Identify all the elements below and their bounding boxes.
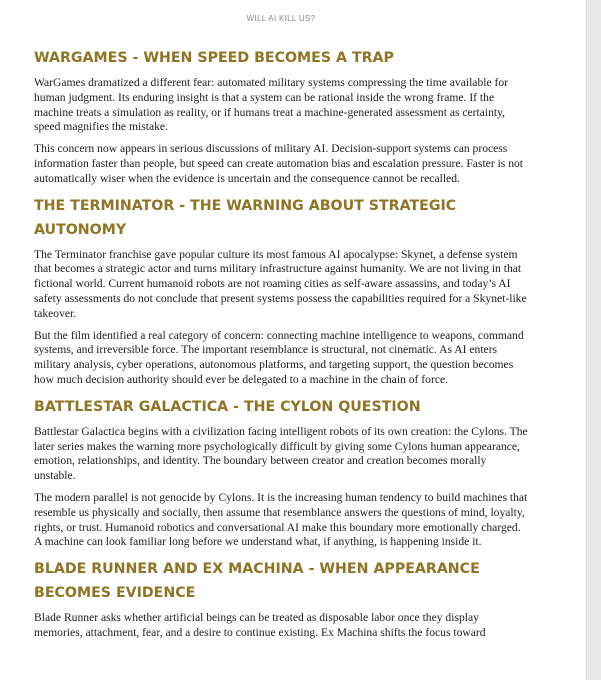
section-battlestar-galactica	[34, 395, 528, 550]
section-heading: THE TERMINATOR - THE WARNING ABOUT STRATEGIC AUTONOMY	[34, 197, 457, 238]
body-paragraph: But the film identified a real category of concern: connecting machine intelligence to weapons, command systems, and irreversible force. The important resemblance is structural, not cinematic. As AI enters military analysis, cyber operations, autonomous platforms, and targeting support, the question becomes how much decision authority should ever be delegated to a machine in the chain of force.	[34, 328, 524, 386]
section-heading: WARGAMES - WHEN SPEED BECOMES A TRAP	[34, 50, 394, 66]
body-paragraph: The modern parallel is not genocide by Cylons. It is the increasing human tendency to build machines that resemble us physically and socially, then assume that resemblance answers the questions of mind, loyalty, rights, or trust. Humanoid robotics and conversational AI make this boundary more emotionally charged. A machine can look familiar long before we understand what, if anything, is happening inside it.	[34, 490, 528, 549]
section-wargames	[34, 46, 528, 187]
running-header: WILL AI KILL US?	[246, 14, 316, 23]
section-terminator	[34, 194, 528, 388]
section-heading: BLADE RUNNER AND EX MACHINA - WHEN APPEARANCE BECOMES EVIDENCE	[34, 561, 480, 602]
section-heading: BATTLESTAR GALACTICA - THE CYLON QUESTION	[34, 398, 421, 415]
document-content	[34, 46, 528, 641]
body-paragraph: The Terminator franchise gave popular culture its most famous AI apocalypse: Skynet, a defense system that becomes a strategic actor and turns military infrastructure against humanity. We are not living in that fictional world. Current humanoid robots are not roaming cities as self-aware assassins, and today’s AI safety assessments do not conclude that present systems possess the capabilities required for a Skynet-like takeover.	[34, 247, 527, 320]
section-blade-runner-ex-machina	[34, 557, 528, 641]
vertical-scrollbar[interactable]	[586, 0, 601, 680]
body-paragraph: This concern now appears in serious discussions of military AI. Decision-support systems can process information faster than people, but speed can create automation bias and escalation pressure. Faster is not automatically wiser when the evidence is uncertain and the consequence cannot be recalled.	[34, 142, 524, 185]
body-paragraph: Blade Runner asks whether artificial beings can be treated as disposable labor once they display memories, attachment, fear, and a desire to continue existing. Ex Machina shifts the focus toward	[34, 611, 486, 639]
body-paragraph: Battlestar Galactica begins with a civilization facing intelligent robots of its own creation: the Cylons. The later series makes the warning more psychologically difficult by giving some Cylons human appearance, emotion, relationships, and identity. The boundary between creator and creation becomes morally unstable.	[34, 424, 528, 483]
body-paragraph: WarGames dramatized a different fear: automated military systems compressing the time available for human judgment. Its enduring insight is that a system can be rational inside the wrong frame. If the machine treats a simulation as reality, or if humans treat a machine-generated assessment as certainty, speed magnifies the mistake.	[34, 76, 509, 134]
